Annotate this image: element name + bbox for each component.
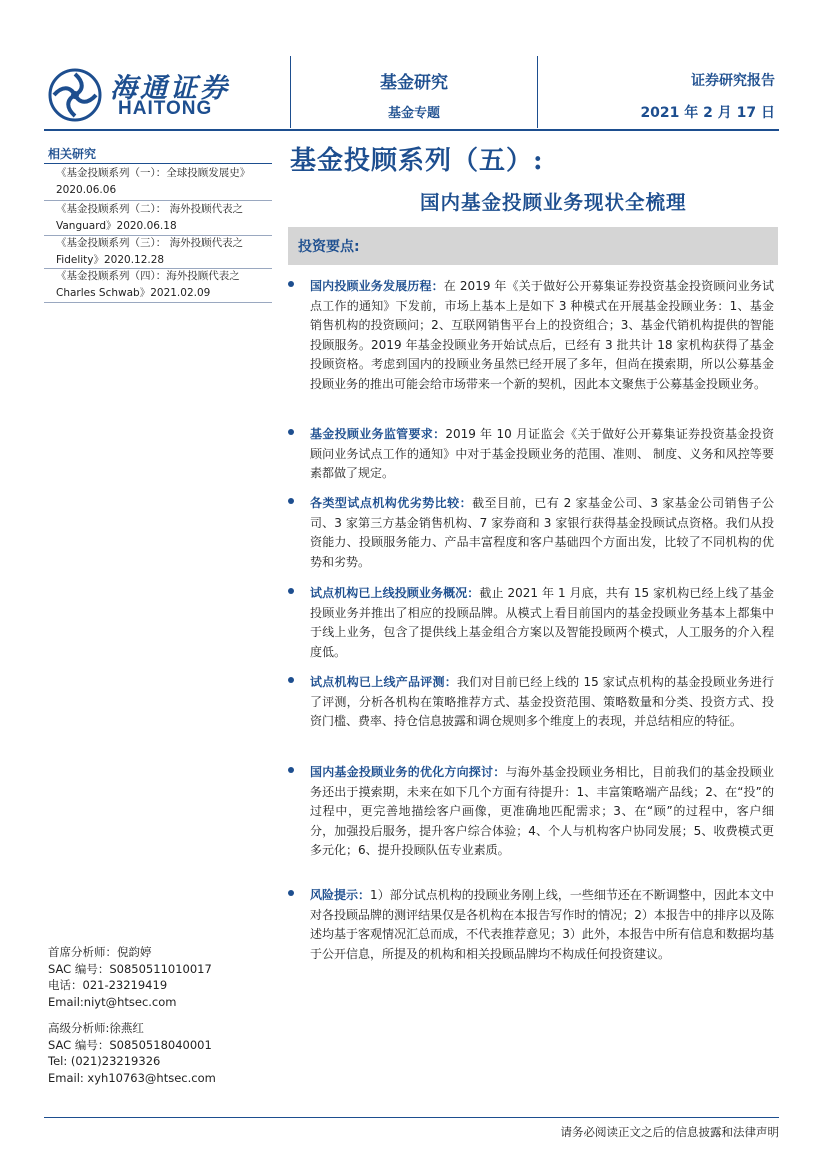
- analyst-block: [48, 944, 278, 1010]
- key-point-item: [288, 673, 774, 732]
- key-point-heading: 试点机构已上线产品评测：: [310, 675, 457, 689]
- key-point-item: [288, 763, 774, 861]
- page-title: 基金投顾系列（五）:: [290, 146, 544, 176]
- key-point-heading: 国内基金投顾业务的优化方向探讨：: [310, 765, 506, 779]
- key-points-label: 投资要点:: [298, 239, 360, 255]
- logo-english-name: HAITONG: [118, 98, 213, 119]
- related-item-date: Vanguard》2020.06.18: [56, 220, 177, 232]
- bullet-icon: [288, 767, 294, 773]
- key-point-body: 2019 年 10 月证监会《关于做好公开募集证券投资基金投资顾问业务试点工作的通知》中对于基金投顾业务的范围、准则、 制度、义务和风控等要素都做了规定。: [310, 427, 774, 480]
- key-point-item: [288, 277, 774, 394]
- key-point-item: [288, 425, 774, 484]
- report-category: 基金研究: [380, 73, 448, 93]
- bullet-icon: [288, 890, 294, 896]
- related-item[interactable]: [56, 165, 270, 199]
- report-type: 证券研究报告: [691, 73, 775, 89]
- related-item-title: 《基金投顾系列（一）：全球投顾发展史》: [56, 167, 251, 179]
- related-item[interactable]: [56, 268, 270, 302]
- related-item[interactable]: [56, 235, 270, 269]
- report-subcategory: 基金专题: [387, 106, 440, 121]
- key-point-heading: 风险提示：: [310, 888, 371, 902]
- haitong-logo-icon: [48, 68, 102, 122]
- key-point-body: 与海外基金投顾业务相比，目前我们的基金投顾业务还出于摸索期，未来在如下几个方面有待提升：1、丰富策略端产品线；2、在“投”的过程中，更完善地描绘客户画像，更准确地匹配需求；3、在“顾”的过程中，客户细分，加强投后服务，提升客户综合体验；4、个人与机构客户协同发展；5、收费模式更多元化；6、提升投顾队伍专业素质。: [310, 765, 774, 857]
- analyst-email[interactable]: Email: xyh10763@htsec.com: [48, 1070, 216, 1085]
- key-point-item: [288, 494, 774, 572]
- related-item[interactable]: [56, 201, 270, 235]
- analyst-role: 首席分析师：倪韵婷: [48, 945, 152, 959]
- key-point-body: 我们对目前已经上线的 15 家试点机构的基金投顾业务进行了评测，分析各机构在策略推荐方式、基金投资范围、策略数量和分类、投资方式、投资门槛、费率、持仓信息披露和调仓规则多个维度上的表现，并总结相应的特征。: [310, 675, 774, 728]
- key-point-heading: 各类型试点机构优劣势比较：: [310, 496, 473, 510]
- key-point-heading: 基金投顾业务监管要求：: [310, 427, 446, 441]
- key-point-heading: 国内投顾业务发展历程：: [310, 279, 444, 293]
- bullet-icon: [288, 498, 294, 504]
- analyst-sac: SAC 编号：S0850518040001: [48, 1037, 212, 1052]
- key-point-body: 截至目前，已有 2 家基金公司、3 家基金公司销售子公司、3 家第三方基金销售机构、7 家券商和 3 家银行获得基金投顾试点资格。我们从投资能力、投顾服务能力、产品丰富程度和客户基础四个方面出发，比较了不同机构的优势和劣势。: [310, 496, 774, 569]
- key-point-item: [288, 886, 774, 964]
- related-research-title: 相关研究: [48, 147, 97, 161]
- bullet-icon: [288, 677, 294, 683]
- report-date: 2021 年 2 月 17 日: [640, 105, 775, 121]
- related-item-date: Fidelity》2020.12.28: [56, 254, 165, 266]
- related-item-title: 《基金投顾系列（三）： 海外投顾代表之: [56, 237, 244, 249]
- analyst-phone: 电话：021-23219419: [48, 978, 168, 992]
- related-research-rule: [44, 163, 272, 164]
- footer-rule: [44, 1117, 779, 1118]
- key-point-heading: 试点机构已上线投顾业务概况：: [310, 586, 480, 600]
- related-item-date: 2020.06.06: [56, 184, 117, 196]
- analyst-sac: SAC 编号：S0850511010017: [48, 961, 212, 976]
- key-point-item: [288, 584, 774, 662]
- related-item-date: Charles Schwab》2021.02.09: [56, 287, 211, 299]
- company-logo: [48, 64, 238, 126]
- bullet-icon: [288, 588, 294, 594]
- footer-disclaimer: 请务必阅读正文之后的信息披露和法律声明: [560, 1125, 779, 1139]
- bullet-icon: [288, 281, 294, 287]
- logo-chinese-name: 海通证券: [110, 73, 230, 104]
- header-divider-left: [290, 56, 291, 128]
- header-rule: [44, 129, 779, 131]
- key-point-body: 截止 2021 年 1 月底，共有 15 家机构已经上线了基金投顾业务并推出了相应的投顾品牌。从模式上看目前国内的基金投顾业务基本上都集中于线上业务，包含了提供线上基金组合方案以及智能投顾两个模式，人工服务的介入程度低。: [310, 586, 774, 659]
- related-separator: [44, 302, 272, 303]
- bullet-icon: [288, 429, 294, 435]
- related-item-title: 《基金投顾系列（四）：海外投顾代表之: [56, 270, 240, 282]
- key-point-body: 在 2019 年《关于做好公开募集证券投资基金投资顾问业务试点工作的通知》下发前，市场上基本上是如下 3 种模式在开展基金投顾业务：1、基金销售机构的投资顾问；2、互联网销售平台上的投资组合；3、基金代销机构提供的智能投顾服务。2019 年基金投顾业务开始试点后，已经有 3 批共计 18 家机构获得了基金投顾资格。考虑到国内的投顾业务虽然已经开展了多年，但尚在摸索期，所以公募基金投顾业务的推出可能会给市场带来一个新的契机，因此本文聚焦于公募基金投顾业务。: [310, 279, 774, 391]
- analyst-email[interactable]: Email:niyt@htsec.com: [48, 994, 177, 1009]
- analyst-role: 高级分析师:徐燕红: [48, 1021, 144, 1035]
- related-item-title: 《基金投顾系列（二）： 海外投顾代表之: [56, 203, 244, 215]
- key-point-body: 1）部分试点机构的投顾业务刚上线，一些细节还在不断调整中，因此本文中对各投顾品牌的测评结果仅是各机构在本报告写作时的情况；2）本报告中的排序以及陈述均基于客观情况汇总而成，不代表推荐意见；3）此外，本报告中所有信息和数据均基于公开信息，所提及的机构和相关投顾品牌均不构成任何投资建议。: [310, 888, 774, 961]
- page-subtitle: 国内基金投顾业务现状全梳理: [420, 191, 687, 214]
- analyst-block: [48, 1020, 278, 1086]
- analyst-phone: Tel: (021)23219326: [48, 1054, 161, 1068]
- header-divider-right: [537, 56, 538, 128]
- key-points-header: [288, 227, 778, 265]
